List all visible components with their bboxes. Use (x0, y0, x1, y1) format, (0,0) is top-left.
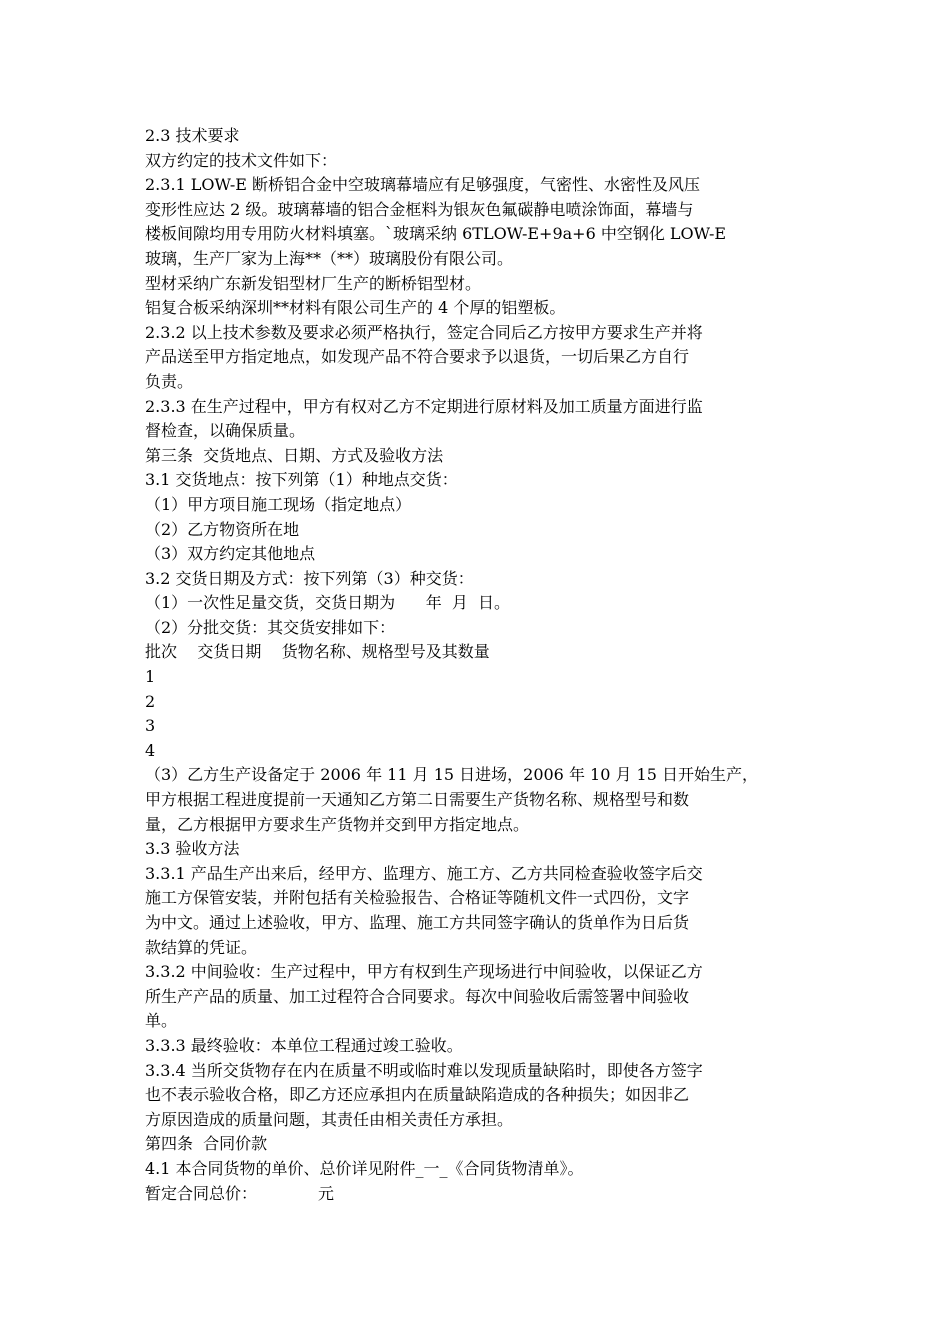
text-line: 为中文。通过上述验收，甲方、监理、施工方共同签字确认的货单作为日后货 (145, 913, 690, 932)
text-line: 变形性应达 2 级。玻璃幕墙的铝合金框料为银灰色氟碳静电喷涂饰面，幕墙与 (145, 199, 694, 219)
text-line: 3.3.2 中间验收：生产过程中，甲方有权到生产现场进行中间验收，以保证乙方 (145, 962, 703, 982)
text-line: 3.1 交货地点：按下列第（1）种地点交货： (145, 470, 458, 490)
text-line: 所生产产品的质量、加工过程符合合同要求。每次中间验收后需签署中间验收 (145, 986, 690, 1006)
text-line: 方原因造成的质量问题，其责任由相关责任方承担。 (145, 1109, 514, 1129)
text-line: 双方约定的技术文件如下： (145, 150, 338, 170)
text-line: 单。 (145, 1011, 178, 1031)
text-line: 铝复合板采纳深圳**材料有限公司生产的 4 个厚的铝塑板。 (145, 298, 566, 318)
text-line: 2.3.3 在生产过程中，甲方有权对乙方不定期进行原材料及加工质量方面进行监 (145, 396, 703, 416)
text-line: 施工方保管安装，并附包括有关检验报告、合格证等随机文件一式四份，文字 (145, 888, 690, 908)
table-row: 4 (145, 740, 156, 760)
text-line: 玻璃，生产厂家为上海**（**）玻璃股份有限公司。 (145, 248, 514, 268)
text-line: 款结算的凭证。 (145, 937, 258, 957)
text-line: 产品送至甲方指定地点，如发现产品不符合要求予以退货，一切后果乙方自行 (145, 347, 690, 367)
section-heading: 2.3 技术要求 (145, 126, 240, 145)
text-line: 量，乙方根据甲方要求生产货物并交到甲方指定地点。 (145, 814, 530, 834)
text-line: 负责。 (145, 371, 194, 391)
text-line: 暂定合同总价： 元 (145, 1183, 335, 1203)
table-header: 批次 交货日期 货物名称、规格型号及其数量 (145, 642, 490, 662)
section-heading: 第四条 合同价款 (145, 1134, 268, 1154)
list-item: （3）双方约定其他地点 (145, 544, 316, 564)
list-item: （1）一次性足量交货，交货日期为 年 月 日。 (145, 593, 511, 613)
table-row: 1 (145, 667, 156, 687)
text-line: 4.1 本合同货物的单价、总价详见附件_一_《合同货物清单》。 (145, 1158, 584, 1178)
text-line: 3.3.1 产品生产出来后，经甲方、监理方、施工方、乙方共同检查验收签字后交 (145, 863, 703, 883)
text-line: 2.3.1 LOW-E 断桥铝合金中空玻璃幕墙应有足够强度，气密性、水密性及风压 (145, 175, 700, 195)
text-line: 甲方根据工程进度提前一天通知乙方第二日需要生产货物名称、规格型号和数 (145, 790, 690, 810)
text-line: 楼板间隙均用专用防火材料填塞。`玻璃采纳 6TLOW-E+9a+6 中空钢化 LOW-E (145, 224, 727, 244)
list-item: （1）甲方项目施工现场（指定地点） (145, 494, 412, 514)
text-line: （3）乙方生产设备定于 2006 年 11 月 15 日进场，2006 年 10 月 15 日开始生产， (145, 765, 759, 785)
section-heading: 第三条 交货地点、日期、方式及验收方法 (145, 445, 444, 465)
table-row: 2 (145, 691, 156, 711)
text-line: 2.3.2 以上技术参数及要求必须严格执行，签定合同后乙方按甲方要求生产并将 (145, 322, 703, 342)
list-item: （2）乙方物资所在地 (145, 519, 300, 539)
text-line: 也不表示验收合格，即乙方还应承担内在质量缺陷造成的各种损失；如因非乙 (145, 1085, 690, 1105)
text-line: 3.3.3 最终验收：本单位工程通过竣工验收。 (145, 1035, 463, 1055)
text-line: 督检查，以确保质量。 (145, 421, 306, 441)
document-page (145, 124, 817, 1206)
list-item: （2）分批交货：其交货安排如下： (145, 617, 396, 637)
table-row: 3 (145, 716, 156, 736)
text-line: 3.3.4 当所交货物存在内在质量不明或临时难以发现质量缺陷时，即使各方签字 (145, 1060, 703, 1080)
text-line: 型材采纳广东新发铝型材厂生产的断桥铝型材。 (145, 273, 482, 293)
section-heading: 3.3 验收方法 (145, 839, 240, 859)
text-line: 3.2 交货日期及方式：按下列第（3）种交货： (145, 568, 474, 588)
